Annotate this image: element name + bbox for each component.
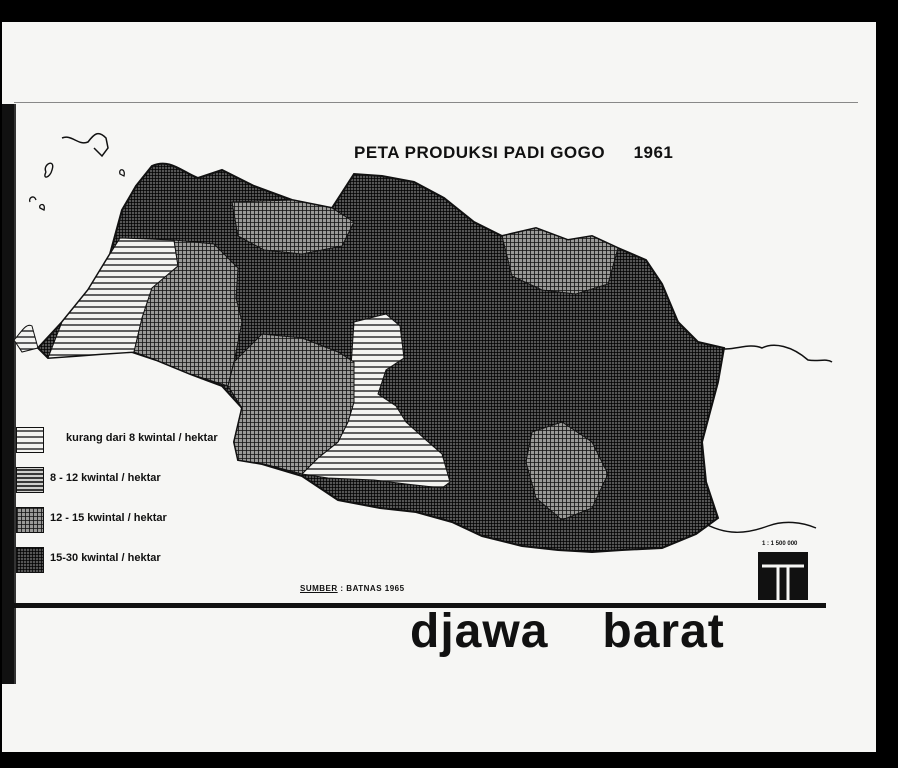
legend-swatch-under-8 [16, 427, 44, 453]
map-title: PETA PRODUKSI PADI GOGO [354, 143, 606, 162]
map-year: 1961 [633, 143, 674, 162]
islands-marker [30, 197, 45, 210]
source-label: SUMBER [300, 584, 338, 593]
island-small [120, 170, 125, 176]
legend-swatch-15-30 [16, 547, 44, 573]
map-scale: 1 : 1 500 000 [762, 541, 798, 547]
coastline-south-east [702, 522, 816, 532]
legend-label: 12 - 15 kwintal / hektar [50, 512, 167, 524]
coast-fragment-west [14, 325, 38, 352]
legend-label: 15-30 kwintal / hektar [50, 552, 161, 564]
coastline-east [716, 345, 832, 362]
legend-swatch-12-15 [16, 507, 44, 533]
source-note [300, 584, 405, 593]
region-name-first: djawa [410, 605, 549, 658]
legend-label: kurang dari 8 kwintal / hektar [66, 432, 218, 444]
legend-swatch-8-12 [16, 467, 44, 493]
map-page [2, 22, 876, 752]
map-title-block [354, 143, 673, 163]
legend-label: 8 - 12 kwintal / hektar [50, 472, 161, 484]
region-name [410, 605, 725, 658]
coastline-north-west [62, 134, 108, 156]
publisher-logo [758, 552, 808, 600]
source-value: : BATNAS 1965 [340, 584, 405, 593]
island-marker [45, 163, 53, 177]
region-name-second: barat [602, 605, 725, 658]
